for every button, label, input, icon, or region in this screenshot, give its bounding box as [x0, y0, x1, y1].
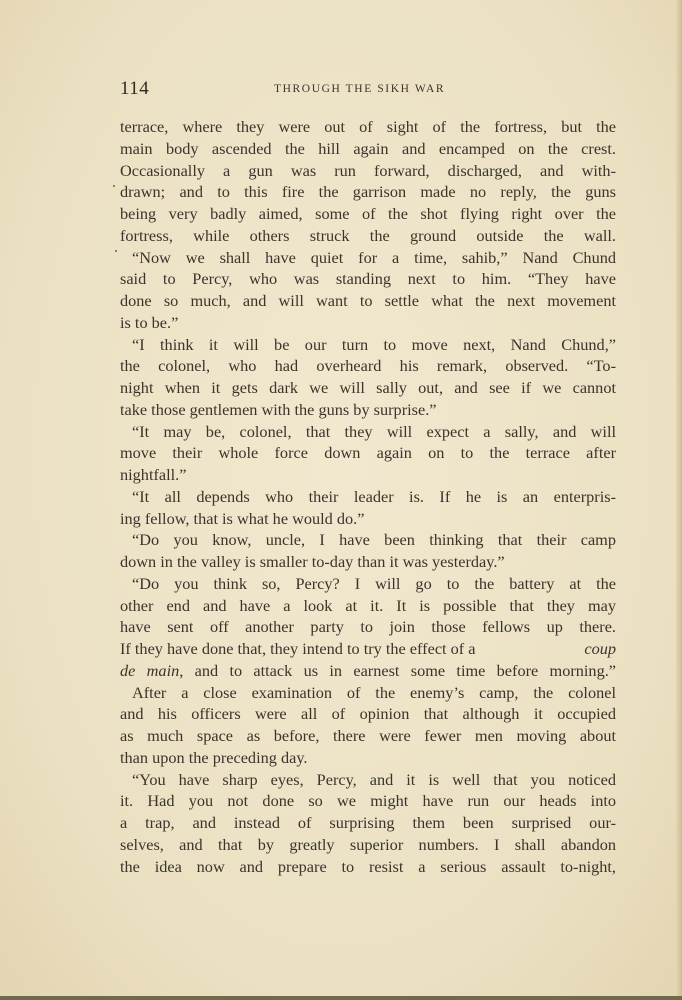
margin-speck: [113, 185, 115, 187]
page-bottom-edge: [0, 996, 682, 1000]
text-line: the idea now and prepare to resist a serious assault to-night,: [120, 856, 616, 876]
text-line: is to be.”: [120, 312, 179, 332]
text-line: it. Had you not done so we might have run our heads into: [120, 791, 616, 811]
text-line: After a close examination of the enemy’s camp, the colonel: [132, 682, 616, 702]
text-line: night when it gets dark we will sally out, and see if we cannot: [120, 378, 616, 397]
text-line: “It may be, colonel, that they will expect a sally, and will: [132, 421, 616, 441]
text-line: move their whole force down again on to the terrace after: [120, 443, 616, 463]
text-line: than upon the preceding day.: [120, 747, 308, 767]
text-line: If they have done that, they intend to try the effect of a: [120, 639, 476, 658]
margin-speck: [115, 250, 117, 252]
text-line: Occasionally a gun was run forward, discharged, and with-: [120, 160, 616, 180]
body-text: [120, 116, 616, 877]
text-line: nightfall.”: [120, 465, 187, 484]
page-edge: [676, 0, 682, 1000]
text-line: down in the valley is smaller to-day than it was yesterday.”: [120, 552, 505, 571]
running-head: THROUGH THE SIKH WAR: [274, 83, 446, 95]
text-line: a trap, and instead of surprising them been surprised our-: [120, 813, 616, 832]
text-line: have sent off another party to join those fellows up there.: [120, 617, 616, 637]
text-line: being very badly aimed, some of the shot flying right over the: [120, 204, 616, 223]
text-line: ing fellow, that is what he would do.”: [120, 508, 365, 528]
page-number: 114: [120, 78, 150, 99]
text-line: the colonel, who had overheard his remark, observed. “To-: [120, 356, 616, 376]
text-line: “It all depends who their leader is. If he is an enterpris-: [132, 486, 616, 506]
text-line: selves, and that by greatly superior numbers. I shall abandon: [120, 834, 616, 854]
text-line: main body ascended the hill again and encamped on the crest.: [120, 138, 616, 158]
text-line: fortress, while others struck the ground outside the wall.: [120, 225, 616, 245]
italic-word: coup: [584, 639, 616, 658]
italic-phrase: de main: [120, 660, 180, 680]
text-line: take those gentlemen with the guns by surprise.”: [120, 399, 437, 419]
text-line: said to Percy, who was standing next to him. “They have: [120, 269, 616, 289]
text-line: terrace, where they were out of sight of the fortress, but the: [120, 117, 616, 136]
text-line: de main, and to attack us in earnest some time before morning.”: [120, 660, 617, 680]
text-line: “Now we shall have quiet for a time, sahib,” Nand Chund: [132, 247, 616, 267]
text-line: other end and have a look at it. It is possible that they may: [120, 595, 616, 615]
page-header: [120, 78, 616, 102]
text-line: done so much, and will want to settle what the next movement: [120, 291, 616, 310]
text-line: “Do you think so, Percy? I will go to the battery at the: [132, 573, 616, 593]
text-line: and his officers were all of opinion that although it occupied: [120, 704, 616, 724]
text-line: “Do you know, uncle, I have been thinking that their camp: [132, 530, 616, 550]
text-line-with-italic: [120, 638, 616, 660]
text-line: “You have sharp eyes, Percy, and it is well that you noticed: [132, 769, 616, 789]
text-line: drawn; and to this fire the garrison made no reply, the guns: [120, 182, 616, 202]
text-line: as much space as before, there were fewer men moving about: [120, 726, 616, 745]
text-line: “I think it will be our turn to move next, Nand Chund,”: [132, 334, 616, 354]
